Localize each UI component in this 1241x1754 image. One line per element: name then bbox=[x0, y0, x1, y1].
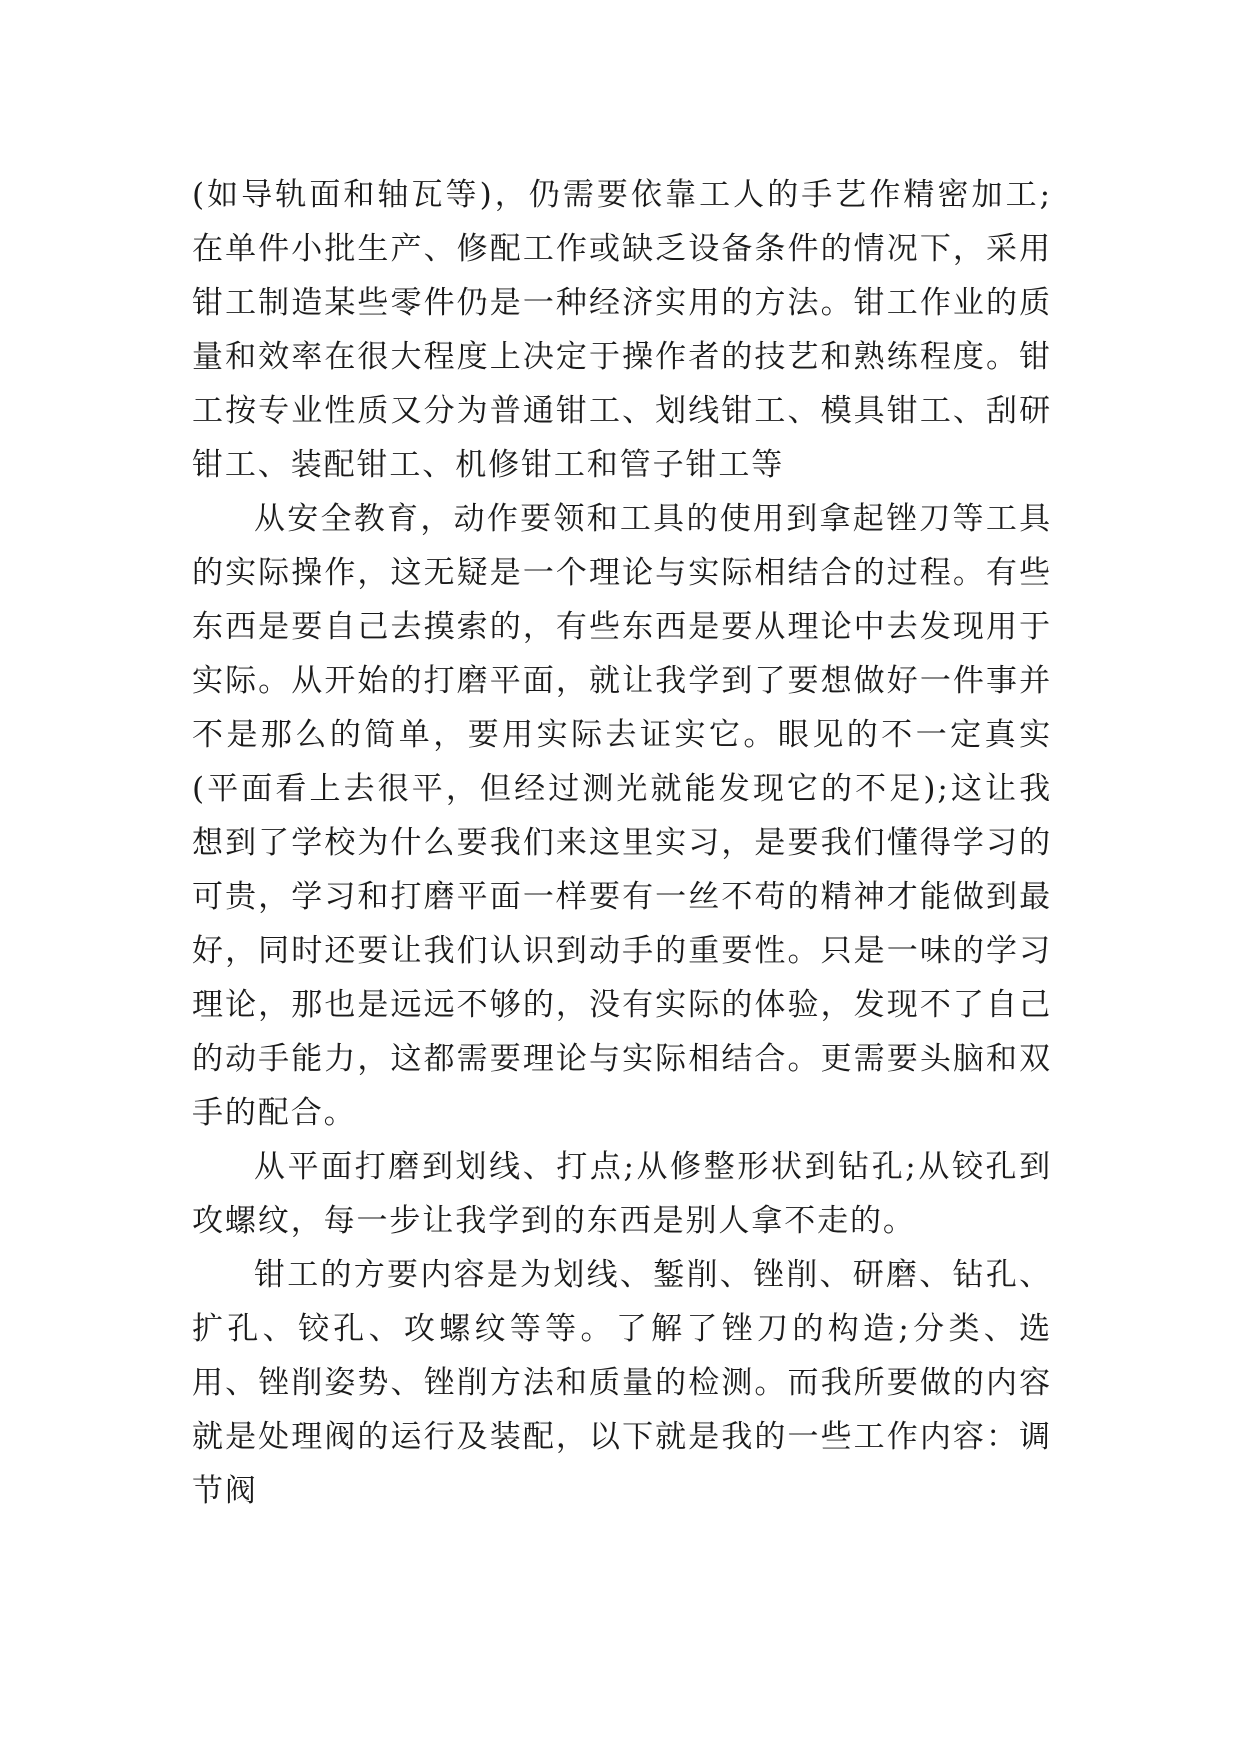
paragraph-3: 从平面打磨到划线、打点;从修整形状到钻孔;从铰孔到攻螺纹，每一步让我学到的东西是别人拿不走的。 bbox=[192, 1149, 1052, 1239]
paragraph-4: 钳工的方要内容是为划线、錾削、锉削、研磨、钻孔、扩孔、铰孔、攻螺纹等等。了解了锉刀的构造;分类、选用、锉削姿势、锉削方法和质量的检测。而我所要做的内容就是处理阀的运行及装配，以下就是我的一些工作内容：调节阀 bbox=[192, 1257, 1052, 1509]
paragraph-2: 从安全教育，动作要领和工具的使用到拿起锉刀等工具的实际操作，这无疑是一个理论与实际相结合的过程。有些东西是要自己去摸索的，有些东西是要从理论中去发现用于实际。从开始的打磨平面，就让我学到了要想做好一件事并不是那么的简单，要用实际去证实它。眼见的不一定真实(平面看上去很平，但经过测光就能发现它的不足);这让我想到了学校为什么要我们来这里实习，是要我们懂得学习的可贵，学习和打磨平面一样要有一丝不苟的精神才能做到最好，同时还要让我们认识到动手的重要性。只是一味的学习理论，那也是远远不够的，没有实际的体验，发现不了自己的动手能力，这都需要理论与实际相结合。更需要头脑和双手的配合。 bbox=[192, 501, 1052, 1131]
paragraph-1: (如导轨面和轴瓦等)，仍需要依靠工人的手艺作精密加工;在单件小批生产、修配工作或缺乏设备条件的情况下，采用钳工制造某些零件仍是一种经济实用的方法。钳工作业的质量和效率在很大程度上决定于操作者的技艺和熟练程度。钳工按专业性质又分为普通钳工、划线钳工、模具钳工、刮研钳工、装配钳工、机修钳工和管子钳工等 bbox=[192, 177, 1052, 483]
document-body bbox=[192, 168, 1052, 1518]
